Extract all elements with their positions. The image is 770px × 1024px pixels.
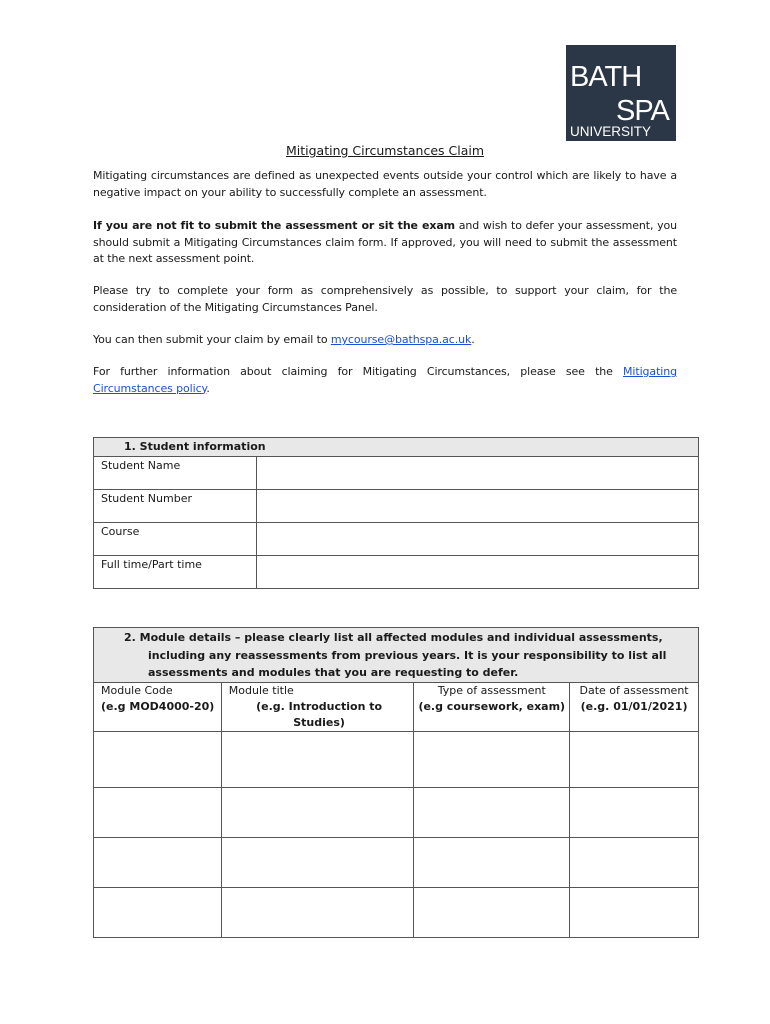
email-suffix: .	[471, 333, 475, 346]
assessment-date-header	[570, 682, 699, 731]
assessment-type-label: Type of assessment	[437, 683, 546, 697]
assessment-type-cell[interactable]	[414, 887, 570, 937]
table-row	[94, 787, 699, 837]
table-row	[94, 837, 699, 887]
assessment-date-hint: (e.g. 01/01/2021)	[580, 699, 688, 713]
further-prefix: For further information about claiming for Mitigating Circumstances, please see the	[93, 365, 624, 378]
module-code-cell[interactable]	[94, 887, 222, 937]
assessment-type-hint: (e.g coursework, exam)	[418, 699, 566, 713]
student-number-label: Student Number	[94, 490, 257, 523]
study-mode-label: Full time/Part time	[94, 556, 257, 589]
assessment-date-cell[interactable]	[570, 787, 699, 837]
bath-spa-university-logo	[566, 45, 676, 141]
email-prefix: You can then submit your claim by email to	[93, 333, 331, 346]
module-code-hint: (e.g MOD4000-20)	[101, 699, 215, 713]
table-row	[94, 490, 699, 523]
module-title-label: Module title	[228, 683, 294, 697]
policy-link[interactable]: Mitigating Circumstances policy	[93, 365, 677, 395]
assessment-type-header	[414, 682, 570, 731]
assessment-type-cell[interactable]	[414, 837, 570, 887]
module-title-hint: (e.g. Introduction to Studies)	[256, 699, 383, 729]
page-title: Mitigating Circumstances Claim	[285, 143, 485, 158]
section-2-heading: 2. Module details – please clearly list all affected modules and individual assessments, including any reassessments from previous years. It is your responsibility to list all assessments and modules that you are requesting to defer.	[94, 628, 699, 683]
student-information-table	[93, 437, 699, 589]
module-title-cell[interactable]	[221, 887, 414, 937]
study-mode-field[interactable]	[257, 556, 699, 589]
logo-line-3: UNIVERSITY	[570, 124, 652, 139]
section-1-heading: 1. Student information	[94, 438, 699, 457]
intro-paragraph: Mitigating circumstances are defined as unexpected events outside your control which are likely to have a negative impact on your ability to successfully complete an assessment.	[93, 169, 677, 199]
module-title-cell[interactable]	[221, 837, 414, 887]
assessment-date-label: Date of assessment	[579, 683, 689, 697]
student-name-field[interactable]	[257, 457, 699, 490]
table-row	[94, 523, 699, 556]
module-code-cell[interactable]	[94, 837, 222, 887]
course-field[interactable]	[257, 523, 699, 556]
table-row	[94, 556, 699, 589]
module-code-cell[interactable]	[94, 731, 222, 787]
module-title-header	[221, 682, 414, 731]
module-code-header	[94, 682, 222, 731]
assessment-date-cell[interactable]	[570, 837, 699, 887]
defer-paragraph	[93, 218, 677, 268]
section-1-header-row	[94, 438, 699, 457]
assessment-type-cell[interactable]	[414, 731, 570, 787]
module-code-cell[interactable]	[94, 787, 222, 837]
column-header-row	[94, 682, 699, 731]
table-row	[94, 731, 699, 787]
student-number-field[interactable]	[257, 490, 699, 523]
table-row	[94, 457, 699, 490]
further-suffix: .	[206, 381, 210, 395]
assessment-type-cell[interactable]	[414, 787, 570, 837]
table-row	[94, 887, 699, 937]
module-code-label: Module Code	[101, 683, 173, 697]
defer-bold-text: If you are not fit to submit the assessment or sit the exam	[93, 219, 456, 232]
module-title-cell[interactable]	[221, 787, 414, 837]
student-name-label: Student Name	[94, 457, 257, 490]
course-label: Course	[94, 523, 257, 556]
defer-rest-text: and wish to defer your assessment, you should submit a Mitigating Circumstances claim form. If approved, you will need to submit the assessment at the next assessment point.	[93, 219, 677, 265]
complete-paragraph: Please try to complete your form as comprehensively as possible, to support your claim, for the consideration of the Mitigating Circumstances Panel.	[93, 284, 677, 314]
section-2-header-row	[94, 628, 699, 683]
further-info-paragraph	[93, 364, 677, 397]
module-title-cell[interactable]	[221, 731, 414, 787]
logo-line-1: BATH	[570, 61, 642, 93]
module-details-table	[93, 627, 699, 938]
assessment-date-cell[interactable]	[570, 887, 699, 937]
logo-line-2: SPA	[616, 95, 669, 127]
assessment-date-cell[interactable]	[570, 731, 699, 787]
email-paragraph	[93, 332, 677, 349]
email-link[interactable]: mycourse@bathspa.ac.uk	[330, 333, 472, 346]
